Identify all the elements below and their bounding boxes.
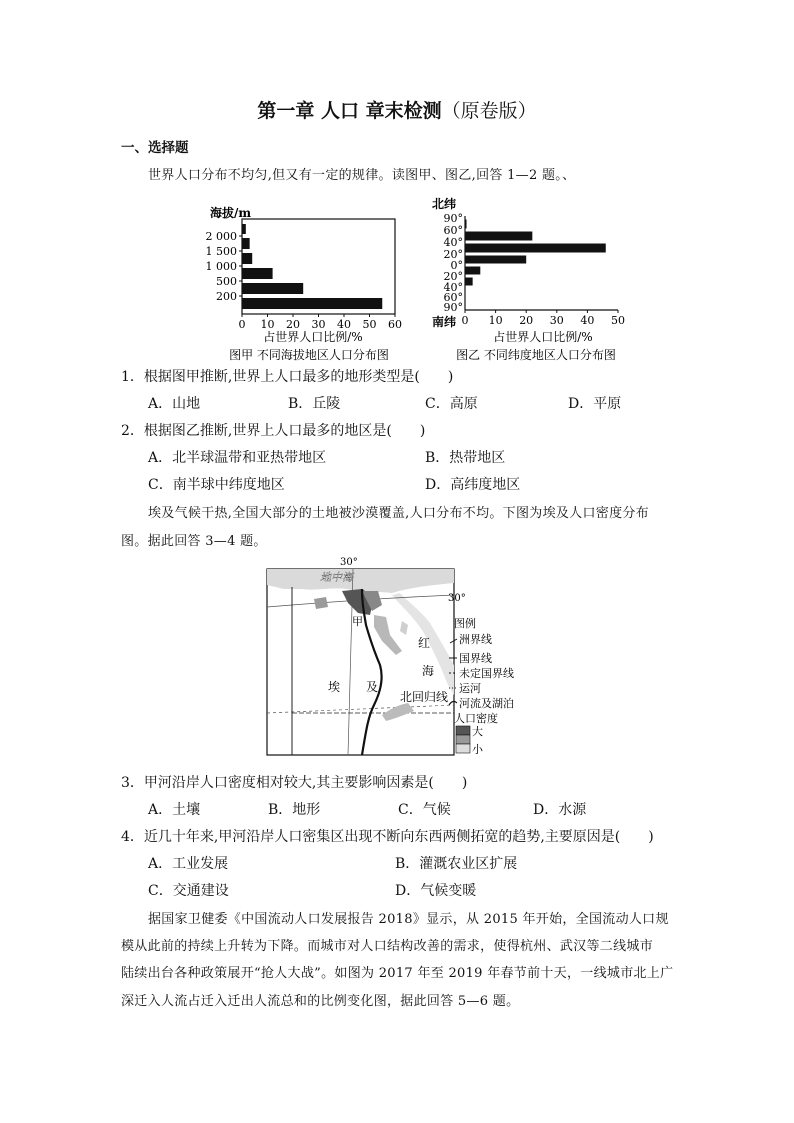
density-swatch-2	[456, 735, 470, 744]
q1-option-a: A．山地	[148, 396, 201, 412]
q4-option-d: D．气候变暖	[395, 883, 477, 899]
chart-altitude	[205, 198, 415, 366]
legend-undefined: 未定国界线	[459, 667, 514, 680]
alt-xtick-label: 60	[388, 318, 402, 331]
alt-bar	[242, 283, 303, 294]
intro-3-line-4: 深迁入人流占迁入迁出人流总和的比例变化图，据此回答 5—6 题。	[121, 994, 520, 1009]
intro-1: 世界人口分布不均匀,但又有一定的规律。读图甲、图乙,回答 1—2 题。、	[148, 168, 576, 183]
egypt-map	[262, 555, 542, 760]
density-swatch-1	[456, 726, 470, 735]
density-high: 大	[472, 725, 483, 738]
lat-ytick-label: 40°	[443, 236, 463, 249]
chart-latitude-xlabel: 占世界人口比例/%	[493, 330, 593, 344]
q1-option-b: B．丘陵	[288, 396, 341, 412]
legend-title: 图例	[454, 617, 476, 630]
lat-xtick-label: 40	[580, 314, 595, 327]
lat-xtick-label: 50	[611, 314, 625, 327]
alt-ytick-label: 2 000	[205, 230, 237, 243]
lat-bar	[465, 232, 532, 241]
q3-option-c: C．气候	[398, 802, 451, 818]
chart-altitude-title: 图甲 不同海拔地区人口分布图	[229, 348, 389, 362]
q2-option-a: A．北半球温带和亚热带地区	[148, 450, 327, 466]
q1-option-d: D．平原	[568, 396, 622, 412]
title-paren: （原卷版）	[441, 100, 537, 122]
alt-ytick-label: 200	[216, 290, 237, 303]
density-title: 人口密度	[454, 712, 498, 725]
lat-ytick-label: 90°	[443, 301, 463, 314]
lat-ytick-label: 20°	[443, 270, 463, 283]
label-lat30: 30°	[448, 593, 466, 604]
q1-option-c: C．高原	[425, 396, 478, 412]
label-egypt-1: 埃	[328, 680, 341, 694]
chart-altitude-ylabel: 海拔/m	[210, 206, 252, 220]
alt-bar	[242, 253, 252, 264]
q2-option-c: C．南半球中纬度地区	[148, 477, 285, 493]
chart-latitude-ylabel-bottom: 南纬	[432, 315, 457, 329]
lat-xtick-label: 10	[488, 314, 503, 327]
legend-river: 河流及湖泊	[459, 697, 514, 710]
lat-bar	[465, 256, 526, 264]
alt-xtick-label: 50	[362, 318, 377, 331]
intro-2-line-2: 图。据此回答 3—4 题。	[121, 534, 267, 549]
lat-ytick-label: 60°	[443, 291, 463, 304]
lat-bar	[465, 278, 473, 286]
page-title	[0, 96, 794, 123]
label-red-sea-2: 海	[422, 664, 435, 678]
chart-latitude	[428, 194, 648, 366]
legend-canal: 运河	[459, 682, 481, 695]
intro-3-line-3: 陆续出台各种政策展开“抢人大战”。如图为 2017 年至 2019 年春节前十天，一线城市北上广	[121, 966, 674, 981]
q3-option-d: D．水源	[533, 802, 587, 818]
alt-bar	[242, 238, 250, 249]
lat-bar	[465, 267, 480, 275]
intro-3-line-2: 模从此前的持续上升转为下降。而城市对人口结构改善的需求，使得杭州、武汉等二线城市	[121, 939, 654, 954]
title-main: 第一章 人口 章末检测	[257, 100, 442, 122]
label-lon30: 30°	[340, 557, 358, 568]
q4-option-c: C．交通建设	[148, 883, 229, 899]
alt-ytick-label: 1 500	[205, 245, 237, 258]
lat-bar	[465, 244, 606, 253]
question-3: 3．甲河沿岸人口密度相对较大,其主要影响因素是( )	[121, 775, 468, 791]
intro-2-line-1: 埃及气候干热,全国大部分的土地被沙漠覆盖,人口分布不均。下图为埃及人口密度分布	[148, 506, 649, 521]
lat-xtick-label: 0	[461, 314, 469, 327]
density-swatch-3	[456, 744, 470, 753]
chart-latitude-ylabel-top: 北纬	[432, 197, 457, 211]
alt-bar	[242, 298, 382, 309]
q3-option-a: A．土壤	[148, 802, 201, 818]
density-low: 小	[472, 743, 483, 756]
label-tropic: 北回归线	[400, 690, 449, 704]
q4-option-b: B．灌溉农业区扩展	[395, 856, 518, 872]
lat-ytick-label: 20°	[443, 248, 463, 261]
q2-option-b: B．热带地区	[425, 450, 506, 466]
question-2: 2．根据图乙推断,世界上人口最多的地区是( )	[121, 423, 426, 439]
lat-ytick-label: 60°	[443, 224, 463, 237]
alt-xtick-label: 30	[311, 318, 326, 331]
legend-border: 国界线	[459, 652, 492, 665]
alt-ytick-label: 1 000	[205, 260, 237, 273]
question-4: 4．近几十年来,甲河沿岸人口密集区出现不断向东西两侧拓宽的趋势,主要原因是( )	[121, 829, 654, 845]
alt-ytick-label: 500	[216, 275, 237, 288]
label-red-sea-1: 红	[418, 636, 431, 650]
alt-bar	[242, 224, 246, 234]
chart-altitude-xlabel: 占世界人口比例/%	[263, 330, 363, 344]
lat-ytick-label: 90°	[443, 212, 463, 225]
intro-3-line-1: 据国家卫健委《中国流动人口发展报告 2018》显示，从 2015 年开始，全国流动人口规	[148, 912, 669, 927]
question-1: 1．根据图甲推断,世界上人口最多的地形类型是( )	[121, 369, 454, 385]
alt-xtick-label: 10	[260, 318, 275, 331]
lat-xtick-label: 20	[519, 314, 534, 327]
q4-option-a: A．工业发展	[148, 856, 229, 872]
legend-continent: 洲界线	[459, 633, 492, 646]
q3-option-b: B．地形	[268, 802, 321, 818]
coast-density	[314, 597, 328, 609]
label-egypt-2: 及	[366, 680, 379, 694]
section-heading: 一、选择题	[121, 140, 189, 156]
alt-xtick-label: 20	[286, 318, 300, 331]
label-river: 甲	[352, 615, 363, 628]
lat-bar	[465, 220, 467, 229]
q2-option-d: D．高纬度地区	[425, 477, 521, 493]
chart-latitude-title: 图乙 不同纬度地区人口分布图	[456, 348, 616, 362]
label-mediterranean: 地中海	[320, 571, 353, 584]
lat-xtick-label: 30	[549, 314, 564, 327]
lat-ytick-label: 40°	[443, 281, 463, 294]
alt-xtick-label: 0	[238, 318, 246, 331]
alt-xtick-label: 40	[337, 318, 351, 331]
lat-ytick-label: 0°	[450, 259, 463, 272]
alt-bar	[242, 268, 273, 279]
